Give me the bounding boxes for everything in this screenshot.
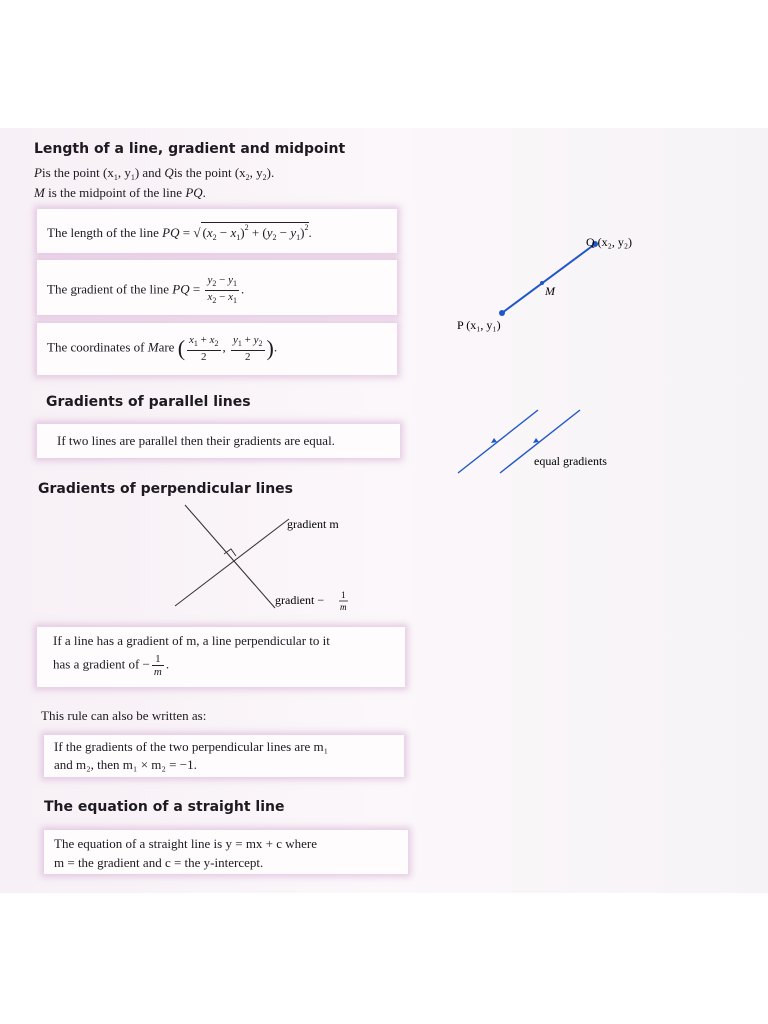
parallel-lines-diagram	[450, 405, 650, 480]
product-rule-box	[44, 735, 404, 777]
product-rule-line2: and m₂, then m₁ × m₂ = −1.	[54, 757, 197, 772]
pq-line-diagram	[440, 225, 680, 345]
heading-parallel-lines: Gradients of parallel lines	[46, 394, 251, 410]
perpendicular-lines-diagram	[165, 500, 375, 615]
perp-line-m	[175, 519, 289, 606]
label-gradient-m: gradient m	[287, 517, 339, 531]
equation-box	[44, 830, 408, 874]
equation-line2: m = the gradient and c = the y-intercept.	[54, 855, 264, 870]
perpendicular-rule-line2: has a gradient of − $\frac{1}{m}$ .	[53, 653, 170, 678]
label-equal-gradients: equal gradients	[534, 454, 607, 468]
pq-line	[502, 244, 595, 313]
label-p: P (x₁, y₁)	[457, 318, 501, 332]
point-m	[540, 281, 544, 285]
parallel-rule-box	[37, 424, 400, 458]
label-q: Q (x₂, y₂)	[586, 235, 633, 249]
point-p	[499, 310, 505, 316]
heading-perpendicular-lines: Gradients of perpendicular lines	[38, 481, 294, 497]
intro-line-midpoint: M is the midpoint of the line PQ.	[34, 185, 206, 200]
right-angle-marker	[224, 549, 236, 556]
length-formula-box	[37, 209, 397, 253]
midpoint-formula-box	[37, 323, 397, 375]
parallel-line-left	[458, 410, 538, 473]
heading-length-gradient-midpoint: Length of a line, gradient and midpoint	[34, 141, 346, 157]
midpoint-formula: The coordinates of Mare ( $\frac{x_1 + x_2}{2}$ , $\frac{y_1 + y_2}{2}$ ).	[47, 334, 278, 363]
label-recip-num: 1	[341, 590, 346, 600]
heading-equation-straight-line: The equation of a straight line	[44, 799, 285, 815]
label-m: M	[545, 284, 555, 298]
perpendicular-rule-line1: If a line has a gradient of m, a line perpendicular to it	[53, 633, 330, 648]
alt-rule-intro: This rule can also be written as:	[41, 708, 207, 723]
gradient-formula-box	[37, 260, 397, 315]
length-formula: The length of the line PQ = √ $(x_2 - x_1)^2 + (y_2 - y_1)^2$.	[47, 223, 312, 242]
intro-line-points: Pis the point ($x_1$, $y_1$) and Qis the point ($x_2$, $y_2$).	[34, 165, 275, 182]
label-gradient-neg-recip: gradient −	[275, 593, 325, 607]
equation-line1: The equation of a straight line is y = mx + c where	[54, 836, 318, 851]
gradient-formula: The gradient of the line PQ = $\frac{y_2 - y_1}{x_2 - x_1}$ .	[47, 274, 245, 305]
parallel-rule-text: If two lines are parallel then their gradients are equal.	[57, 433, 335, 448]
perp-line-negative	[185, 505, 275, 608]
product-rule-line1: If the gradients of the two perpendicular lines are m₁	[54, 739, 329, 754]
perpendicular-rule-box	[37, 627, 405, 687]
label-recip-den: m	[340, 602, 347, 612]
